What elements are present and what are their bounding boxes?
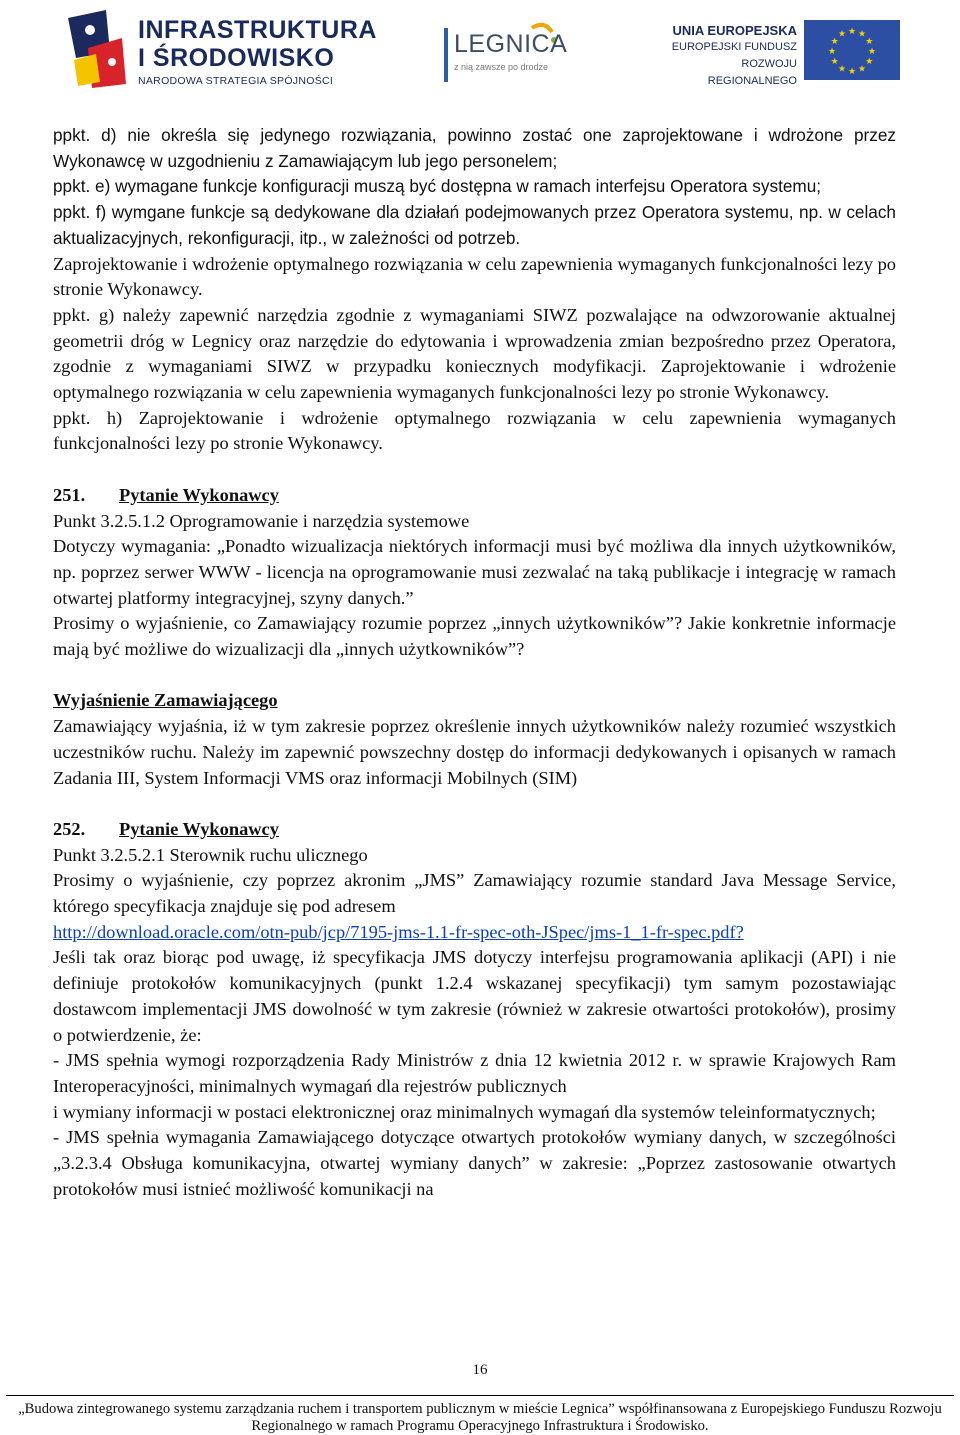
footer-line2: Regionalnego w ramach Programu Operacyjnego Infrastruktura i Środowisko. [251,1418,709,1434]
question-251-text2: Prosimy o wyjaśnienie, co Zamawiający rozumie poprzez „innych użytkowników”? Jakie konkretnie informacje mają być możliwe do wizualizacji dla „innych użytkowników”? [53,613,896,660]
answer-251-text: Zamawiający wyjaśnia, iż w tym zakresie poprzez określenie innych użytkowników należy rozumieć wszystkich uczestników ruchu. Należy im zapewnić powszechny dostęp do informacji dedykowanych i opisanych w ramach Zadania III, System Informacji VMS oraz informacji Mobilnych (SIM) [53,716,896,788]
infrastruktura-title: INFRASTRUKTURA [138,16,377,44]
spacer [53,663,896,689]
question-251-text1: Dotyczy wymagania: „Ponadto wizualizacja niektórych informacji musi być możliwa dla innych użytkowników, np. poprzez serwer WWW - licencja na oprogramowanie musi zezwalać na taką publikacje i integrację w ramach otwartej platformy integracyjnej, szyny danych.” [53,536,896,608]
question-252-title: Pytanie Wykonawcy [119,818,279,839]
question-252-bullet2: - JMS spełnia wymagania Zamawiającego dotyczące otwartych protokołów wymiany danych, w szczególności „3.2.3.4 Obsługa komunikacyjna, otwartej wymiany danych” w zakresie: „Poprzez zastosowanie otwartych protokołów musi istnieć możliwość komunikacji na [53,1127,896,1199]
svg-text:★: ★ [827,47,837,57]
legnica-logo [440,12,570,92]
header-logo-bar [0,0,960,100]
question-251-title: Pytanie Wykonawcy [119,484,279,505]
paragraph-ppkt-g: ppkt. g) należy zapewnić narzędzia zgodnie z wymaganiami SIWZ pozwalające na odwzorowanie aktualnej geometrii dróg w Legnicy oraz narzędzie do edytowania i wprowadzenia zmian bezpośredno przez Operatora, zgodnie z wymaganiami SIWZ w przypadku koniecznych modyfikacji. Zaprojektowanie i wdrożenie optymalnego rozwiązania w celu zapewnienia wymaganych funkcjonalności lezy po stronie Wykonawcy. [53,304,896,403]
question-251-punkt: Punkt 3.2.5.1.2 Oprogramowanie i narzędzia systemowe [53,510,470,531]
svg-text:★: ★ [865,37,874,47]
question-252-text2: Jeśli tak oraz biorąc pod uwagę, iż specyfikacja JMS dotyczy interfejsu programowania aplikacji (API) i nie definiuje protokołów komunikacyjnych (punkt 1.2.4 wskazanej specyfikacji) tym samym pozostawiając dostawcom implementacji JMS dowolność w tym zakresie (również w zakresie otwartości protokołów), prosimy o potwierdzenie, że: [53,947,896,1045]
legnica-tagline: z nią zawsze po drodze [454,62,549,72]
question-252-bullet1b: i wymiany informacji w postaci elektronicznej oraz minimalnych wymagań dla systemów teleinformatycznych; [53,1101,876,1122]
infrastruktura-subtitle: NARODOWA STRATEGIA SPÓJNOŚCI [138,75,334,87]
paragraph-ppkt-d: ppkt. d) nie określa się jedynego rozwiązania, powinno zostać one zaprojektowane i wdrożone przez Wykonawcę w uzgodnieniu z Zamawiającym lub jego personelem; [53,125,896,171]
svg-text:★: ★ [867,47,877,57]
footer-line1: „Budowa zintegrowanego systemu zarządzania ruchem i transportem publicznym w mieście Legnica” współfinansowana z Europejskiego Funduszu Rozwoju [18,1401,942,1417]
paragraph-ppkt-e: ppkt. e) wymagane funkcje konfiguracji muszą być dostępna w ramach interfejsu Operatora systemu; [53,176,822,197]
question-252-text1: Prosimy o wyjaśnienie, czy poprzez akronim „JMS” Zamawiający rozumie standard Java Message Service, którego specyfikacja znajduje się pod adresem [53,870,896,917]
svg-text:★: ★ [847,67,857,77]
infrastruktura-title-line2: I ŚRODOWISKO [138,44,335,72]
eu-fund-logo [662,20,912,90]
svg-text:★: ★ [865,57,874,67]
page-number: 16 [472,1362,488,1378]
spacer [53,791,896,817]
svg-text:★: ★ [830,37,839,47]
question-252-heading [53,817,896,843]
svg-text:★: ★ [830,57,839,67]
svg-text:★: ★ [857,64,867,75]
svg-text:★: ★ [857,29,867,40]
paragraph-ppkt-f-note: Zaprojektowanie i wdrożenie optymalnego rozwiązania w celu zapewnienia wymaganych funkcjonalności lezy po stronie Wykonawcy. [53,253,896,300]
eu-line2: EUROPEJSKI FUNDUSZ [671,41,797,53]
question-252-link-line [53,920,896,946]
paragraph-ppkt-h: ppkt. h) Zaprojektowanie i wdrożenie optymalnego rozwiązania w celu zapewnienia wymaganych funkcjonalności lezy po stronie Wykonawcy. [53,407,896,454]
infrastruktura-logo [60,4,377,100]
footer-divider [6,1395,954,1396]
legnica-name: LEGNICA [454,30,568,58]
infrastruktura-emblem-icon [66,8,128,90]
question-252-punkt: Punkt 3.2.5.2.1 Sterownik ruchu ulicznego [53,844,368,865]
jms-spec-link[interactable]: http://download.oracle.com/otn-pub/jcp/7195-jms-1.1-fr-spec-oth-JSpec/jms-1_1-fr-spec.pdf? [53,921,744,942]
spacer [53,457,896,483]
svg-text:★: ★ [837,64,847,75]
question-252-number: 252. [53,818,86,839]
question-252-bullet1a: - JMS spełnia wymogi rozporządzenia Rady Ministrów z dnia 12 kwietnia 2012 r. w sprawie Krajowych Ram Interoperacyjności, minimalnych wymagań dla rejestrów publicznych [53,1050,896,1096]
question-251-number: 251. [53,484,86,505]
eu-line3: ROZWOJU REGIONALNEGO [707,58,797,87]
eu-fund-text [662,22,797,90]
eu-line1: UNIA EUROPEJSKA [672,23,797,38]
eu-flag-icon [804,20,900,80]
answer-251-heading: Wyjaśnienie Zamawiającego [53,690,278,711]
paragraph-ppkt-f: ppkt. f) wymgane funkcje są dedykowane dla działań podejmowanych przez Operatora systemu, np. w celach aktualizacyjnych, rekonfiguracji, itp., w zależności od potrzeb. [53,202,896,248]
svg-text:★: ★ [847,27,857,37]
footer [6,1401,954,1435]
question-251-heading [53,483,896,509]
svg-text:★: ★ [837,29,847,40]
document-body [53,123,896,1202]
